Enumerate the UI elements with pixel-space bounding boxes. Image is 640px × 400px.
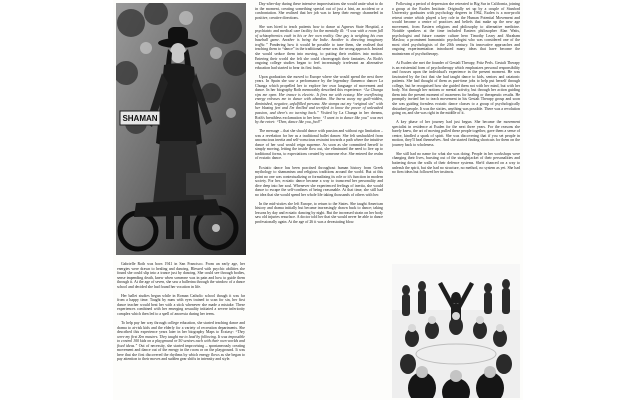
column-3 [392, 2, 520, 260]
column-2 [255, 2, 383, 398]
col2-quote-1: “I was with a room full of schizophrenics each in his or her own reality. One guy is weighing his own baseball game. Another is being the Indie. Another is directing imaginary traffic.” [255, 29, 383, 47]
photo-group-dance [392, 264, 520, 398]
col2-quote-2: “La Chunga rips me open. Her trance is electric. It fires me with ecstasy. Her overflowing energy releases me to dance with abandon. She burns away my guilt-ridden, diminished, negative, unfulfilled persona. She stomps out my “original sin” with her blazing feet and I'm thrilled and terrified to know the power of unleashed passion, and there's no turning back.” [255, 88, 383, 116]
col3-paragraph-1: Following a period of depression she retreated to Big Sur in California, joining a group at the Esalen Institute. Originally set up by a couple of Stanford University graduates with psychology degrees in 1962, Esalen is a non-profit retreat centre which played a key role in the Human Potential Movement and would become a centre of practices and beliefs that make up the new age movement, from Eastern religions and philosophy to alternative medicine. Notable speakers at the time included Eastern philosopher Alan Watts, psychologist and future counter culture hero Timothy Leary and Abraham Maslow, a prominent humanistic psychologist who was considered one of the most cited psychologists of the 20th century. Its innovative approaches and ongoing experimentation introduced many ideas that have become the mainstream of psychotherapy. [392, 2, 520, 57]
col2-paragraph-2 [255, 25, 383, 70]
col3-paragraph-3: A key phase of her journey had just begun. She became the movement specialist in residence at Esalen for the next three years. For the reasons she barely knew, the art of moving pulled these people together, gave them a sense of centre, kindled a spark of spirit. She was discovering that if you set people in motion, they'll heal themselves. And she started finding shortcuts for them on the journey back to wholeness. [392, 120, 520, 147]
col2-paragraph-3 [255, 75, 383, 125]
col1-paragraph-3-text: To help pay her way through college education, she started teaching dance and drama to at-risk kids and the elderly for a variety of recreation departments. She described this experience years later in her biography Maps to Ecstasy: [117, 321, 245, 335]
col2-paragraph-3-text: Upon graduation she moved to Europe where she would spend the next three years. In Spain she saw a performance by the legendary flamenco dancer La Chunga which propelled her to explore her own language of movement and dance. In her biography Roth memorably described this experience: [255, 74, 383, 93]
col1-paragraph-1: Gabrielle Roth was born 1941 in San Francisco. From an early age, her energies were drawn to healing and dancing. Blessed with psychic abilities she found she could slip into a trance just by dancing. She could see through bodies, sense impending death, knew when someone was in pain and how to guide them through it. At the age of seven, she saw a ballerina through the window of a dance school and decided she had found her vocation in life. [117, 262, 245, 289]
photo-woman-motorcycle [116, 3, 246, 255]
col1-paragraph-2: Her ballet studies began while in Roman Catholic school though it was far from a happy time. Taught by nuns with eyes trained to scan for sin, her first dance teacher would beat her with a stick whenever she made a mistake. These experiences combined with her emerging sexuality initiated a severe inferiority complex which then led to a spell of anorexia during her teens. [117, 293, 245, 316]
col1-quote: “They were my first Zen masters. They taught me to lead by following. It was impossible to control 100 kids on a playground or 50 seniors each with their own worlds and fixed ideas.” [117, 330, 245, 348]
col2-paragraph-2b-text: Pondering how it would be possible to tune them, she realised that teaching them to “dance” in the traditional sense was the wrong approach. Instead she would seduce them into moving, to putting their realities into motion. Entering their world she felt she could choreograph their fantasies. As Roth's ongoing college studies began to feel increasingly irrelevant an alternative education had started to bear its first fruits. [255, 42, 383, 70]
column-1 [117, 262, 245, 398]
col2-paragraph-6: In the mid-sixties she left Europe, to return to the States. She taught American history and drama initially but became increasingly drawn back to dance; taking lessons by day and ecstatic dancing by night. But the increased strain on her body saw old injuries resurface. A doctor told her that she would never be able to dance professionally again. At the age of 26 it was a devastating blow. [255, 201, 383, 225]
col3-paragraph-2: At Esalen she met the founder of Gestalt Therapy, Fritz Perls. Gestalt Therapy is an existential form of psychotherapy which emphasizes personal responsibility and focuses upon the individual's experience in the present moment. He was fascinated by the fact that she had taught dance to kids, seniors and catatonic patients. She had thought of them as part-time jobs to help put herself through college, but he recognised how she guided them not with her mind, but with her body. Not through her notions or mental activity, but through her action guiding them into the present moment of awareness for healing or therapeutic results. He promptly invited her to teach movement in his Gestalt Therapy group and soon she was guiding formless ecstatic dance classes to a group of psychologically disturbed people. It was the sixties, anything was possible. There was a revolution going on, and she was right in the middle of it. [392, 61, 520, 116]
photo-sign-text: SHAMAN [122, 114, 158, 123]
col2-paragraph-3b-text: Visited by La Chunga in her dreams, Roth's breathless exclamation to her hero: [255, 111, 383, 120]
col2-paragraph-2-text: She was hired to teach patients how to dance at Agnews State Hospital, a psychiatric and medical care facility for the mentally ill: [255, 24, 383, 34]
col2-paragraph-4: The message – that she should dance with passion and without ego limitation – was a revelation for her as a traditional ballet dancer. She felt unshackled from unconscious inertia and self-conscious restraint towards a path where the intuitive dance of her soul would reign supreme. As soon as she committed herself to simply moving, letting the inside flow out, she eliminated the need to live up to traditional forms, to expectations created by someone else. She entered the realm of ecstatic dance. [255, 129, 383, 161]
col2-paragraph-5: Ecstatic dance has been practised throughout human history from Greek mythology to shamanism and religious traditions around the world. But at this point no one was contextualizing or formalizing its role or it's function in modern society. For her, ecstatic dance became a way to transcend her personality and dive deep into her soul. Whenever she experienced feelings of inertia, she would dance to escape the self-confines of being reasonable. At that time, she still had no idea that she would spend her whole life taking thousands of others with her. [255, 165, 383, 197]
col3-paragraph-4: She still had no name for what she was doing. People in her workshops were changing their lives, bursting out of the straightjacket of their personalities and battering down the walls of their defence systems. She'd chanced on a way to unleash the spirit, but she had no structure, no method, no system as yet. She had no firm ideas but followed her instincts. [392, 151, 520, 175]
col2-quote-3: “I want to to dance like you” was met by the retort: “Then, dance like you, fool!” [255, 115, 383, 125]
col1-paragraph-3 [117, 321, 245, 362]
col1-paragraph-4-text: Out of necessity, she started improvising – spontaneously creating movement and dance out of the energy in the room or on the playground. It was here that she first discovered the rhythms by which energy flows as she began to pay attention to their moves and sudden gear shifts in intensity and style. [117, 343, 245, 362]
col2-paragraph-1: Day-after-day during these intensive improvisations she would untie what to do in the moment, creating something special out of just a hint, an accident or a confrontation. She realised that her job was to keep their energy channeled in positive, creative directions. [255, 2, 383, 20]
